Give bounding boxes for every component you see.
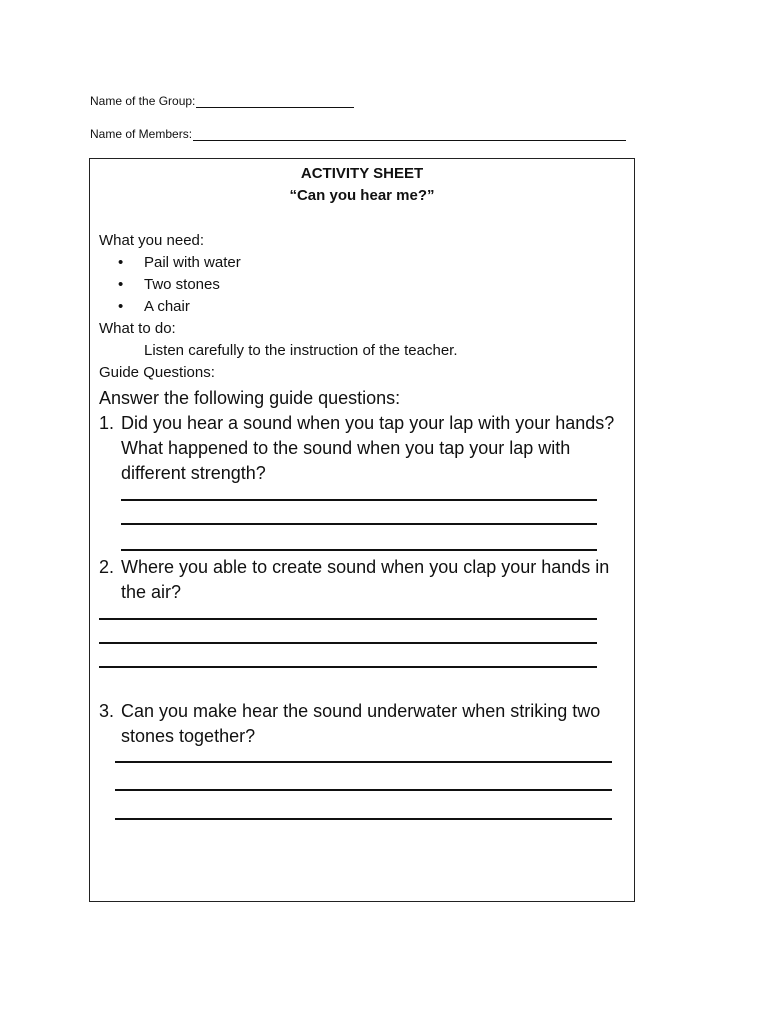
answer-line[interactable] — [121, 523, 597, 525]
answer-line[interactable] — [121, 499, 597, 501]
answer-line[interactable] — [99, 642, 597, 644]
group-name-blank[interactable] — [196, 94, 354, 108]
members-label: Name of Members: — [90, 127, 193, 141]
answer-line[interactable] — [99, 618, 597, 620]
sheet-title: ACTIVITY SHEET — [300, 165, 424, 182]
answer-line[interactable] — [99, 666, 597, 668]
need-heading: What you need: — [99, 232, 205, 249]
answer-line[interactable] — [121, 549, 597, 551]
answer-line[interactable] — [115, 761, 612, 763]
answer-line[interactable] — [115, 789, 612, 791]
guide-heading: Guide Questions: — [99, 364, 215, 381]
group-name-field[interactable] — [90, 94, 354, 108]
guide-instruction: Answer the following guide questions: — [99, 388, 401, 408]
todo-heading: What to do: — [99, 320, 176, 337]
todo-text: Listen carefully to the instruction of the teacher. — [144, 342, 458, 359]
members-blank[interactable] — [193, 127, 626, 141]
answer-line[interactable] — [115, 818, 612, 820]
question-3: 3. Can you make hear the sound underwater when striking two stones together? — [99, 701, 601, 746]
question-2: 2. Where you able to create sound when you clap your hands in the air? — [99, 557, 610, 602]
sheet-subtitle: “Can you hear me?” — [289, 187, 435, 204]
question-1: 1. Did you hear a sound when you tap your lap with your hands? What happened to the sound when you tap your lap with different strength? — [99, 413, 615, 483]
activity-sheet-box: ACTIVITY SHEET “Can you hear me?” What you need: Pail with water Two stones A chair What to do: Listen carefully to the instruction of the teacher. Guide Questions: Answer the following guide questions: 1. Did you hear a sound when you tap your lap with your hands? What happened to the sound when you tap your lap with different strength? 2. Where you able to create sound when you clap your hands in the air? 3. Can you make hear the sound underwater when striking two stones together? — [89, 158, 635, 902]
group-name-label: Name of the Group: — [90, 94, 196, 108]
members-field[interactable] — [90, 127, 626, 141]
